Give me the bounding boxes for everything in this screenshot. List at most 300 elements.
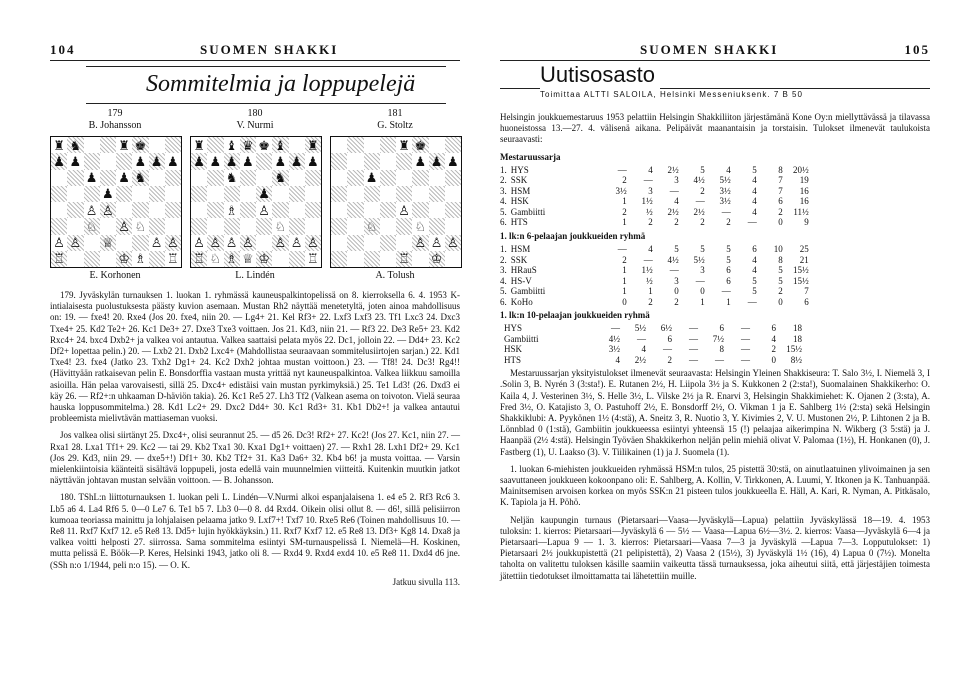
board-square [289,202,305,218]
table-cell: 5½ [634,323,646,334]
board-square [347,137,363,153]
news-paragraph: Neljän kaupungin turnaus (Pietarsaari—Vaasa—Jyväskylä—Lapua) pelattiin Jyväskylässä 18—19. 4. 1953 tuloksin: 1. kierros: Pietarsaari—Jyväskylä 6 — 5½ — Vaasa—Lapua 6½—3½. 2. kierros: Vaasa—Jyväskylä 6—4 ja Pietarsaari—Lapua 9 — 1. 3. kierros: Pietarsaari—Vaasa 7—3 ja Jyväskylä —Lapua 7—3. Lopputulokset: 1) Pietarsaari 2½ joukkupistettä (21 pelipistettä), 2) Vaasa 2 (15½), 3) Jyväskylä 1½ (16), 4) Lapua 0 (7½). Monelta taholta on valitettu tuloksen käsille saamiin vaikeutta tässä turnauksessa, joka aiheutui siitä, että järjestäjien toimesta jätettiin tiedotukset ilmoittamatta tai lähetettiin muille. [500,514,930,581]
problem-180-solver: L. Lindén [235,270,275,281]
table-cell: — [741,323,750,334]
board-square [289,218,305,234]
board-square [84,235,100,251]
table-cell: — [637,333,646,344]
table-cell: — [689,354,698,365]
chess-piece-icon: ♙ [240,235,256,251]
chess-piece-icon: ♟ [69,153,82,169]
chess-piece-icon: ♙ [165,235,181,251]
board-square [165,170,181,186]
table-cell: 4 [752,265,757,276]
table-cell: HRauS [510,265,537,276]
chess-piece-icon: ♙ [85,202,98,218]
table-cell: 5 [726,244,731,255]
table-cell: 2 [622,175,627,186]
board-square [380,251,396,267]
table-cell: HYS [504,323,523,334]
news-header [540,62,803,99]
chess-piece-icon: ♖ [307,251,319,267]
table-cell: 6 [771,323,776,334]
chess-board-180 [190,136,322,268]
chess-piece-icon: ♟ [429,153,445,169]
board-square [347,251,363,267]
section-banner [86,66,446,104]
right-page-number: 105 [904,42,930,57]
board-square [116,235,132,251]
chess-piece-icon: ♟ [242,153,254,169]
table-cell: 4 [752,196,757,207]
table-cell: 21 [799,254,809,265]
table-cell: 7 [778,185,783,196]
table-cell: 4 [771,333,776,344]
table-cell: 2 [726,217,731,228]
board-square [429,137,445,153]
board-square [445,251,461,267]
board-square [331,251,347,267]
table-cell: 6 [752,244,757,255]
board-square [116,202,132,218]
table-cell: 11½ [793,206,809,217]
board-square [396,218,412,234]
table-cell: 2½ [667,206,679,217]
table-heading: Mestaruussarja [500,151,561,162]
table-cell: HS-V [510,275,532,286]
board-square [165,202,181,218]
board-square [51,186,67,202]
table-cell: 2 [700,185,705,196]
table-cell: 2 [667,354,672,365]
table-row [500,217,813,228]
news-title: Uutisosasto [540,62,655,87]
board-square [191,186,207,202]
table-cell: 5½ [719,175,731,186]
section-title: Sommitelmia ja loppupelejä [146,71,416,97]
board-square [305,170,321,186]
table-cell: 2 [674,296,679,307]
table-cell: 6 [719,323,724,334]
board-square [256,153,272,169]
table-cell: 4. [500,196,507,207]
table-cell: — [663,344,672,355]
board-square [445,202,461,218]
table-cell: 6 [804,296,809,307]
table-cell: 6. [500,296,507,307]
board-square [207,202,223,218]
table-row [500,334,806,345]
table-cell: 1 [622,265,627,276]
chess-piece-icon: ♗ [224,251,240,267]
table-cell: 6 [726,275,731,286]
table-row [500,186,813,197]
table-cell: 5 [752,275,757,286]
board-square [67,202,83,218]
chess-piece-icon: ♙ [150,235,163,251]
table-cell: 2 [648,296,653,307]
right-header-rule [500,60,930,61]
chess-piece-icon: ♟ [307,153,319,169]
table-cell: 2½ [693,206,705,217]
chess-piece-icon: ♟ [102,186,114,202]
table-cell: 2½ [667,164,679,175]
table-cell: Gambiitti [510,286,546,297]
board-square [412,170,428,186]
board-square [347,202,363,218]
table-cell: 6. [500,217,507,228]
board-square [289,251,305,267]
editor-line: Toimittaa ALTTI SALOILA, Helsinki Messeniuksenk. 7 B 50 [540,90,803,99]
chess-piece-icon: ♟ [447,153,459,169]
table-cell: 0 [771,354,776,365]
board-square [84,153,100,169]
table-heading: 1. lk:n 10-pelaajan joukkueiden ryhmä [500,310,650,321]
chess-piece-icon: ♟ [118,170,130,186]
table-cell: 1½ [641,196,653,207]
board-square [289,186,305,202]
table-cell: SSK [510,254,528,265]
table-cell: 5 [778,275,783,286]
chess-piece-icon: ♜ [305,137,321,153]
board-square [364,251,380,267]
table-cell: 2 [622,254,627,265]
board-square [84,251,100,267]
table-cell: 4 [641,344,646,355]
chess-piece-icon: ♙ [272,235,288,251]
table-cell: 4 [752,206,757,217]
board-square [347,186,363,202]
board-square [331,153,347,169]
table-cell: — [643,254,653,265]
table-cell: 18 [793,323,802,334]
table-cell: 1 [648,286,653,297]
board-square [396,235,412,251]
board-square [240,186,256,202]
board-square [364,202,380,218]
table-cell: 6 [778,196,783,207]
article-paragraph: Jos valkea olisi siirtänyt 25. Dxc4+, olisi seurannut 25. — d5 26. Dc3! Rf2+ 27. Kc2! (Jos 27. Kc1, niin 27. — Rxa1 28. Lxa1 Tf1+ 29. Kc2 — tai 29. Kb2 Txa1 30. Kxa1 Dg1+ voittaen) 27. — Rxh1 28. Lxh1 Df2+ 29. Kc1 (Jos 29. Kd3, niin 29. — dxe5+!) Df1+ 30. Kb2 Tf2+ 31. Ka3 Da6+ 32. Kb4 b6! ja musta voittaa. — Varsin mielenkiintoisia käänteitä sisältävä loppupeli, josta edellä vain muunnelmien viitteitä. Kuitenkin muutkin jatkot näyttävän johtavan mustan selvään voittoon. — B. Johansson. [50,430,460,486]
chess-piece-icon: ♔ [116,251,132,267]
table-cell: 2 [778,286,783,297]
right-article-text [500,112,930,588]
table-cell: SSK [510,175,528,186]
chess-piece-icon: ♟ [149,153,165,169]
chess-piece-icon: ♟ [256,186,272,202]
table-cell: 3. [500,265,507,276]
table-cell: 3½ [719,185,731,196]
chess-piece-icon: ♘ [274,218,287,234]
table-cell: Gambiitti [510,206,546,217]
board-square [429,218,445,234]
chess-piece-icon: ♛ [240,137,256,153]
board-square [149,170,165,186]
left-article-text [50,290,460,594]
table-cell: 10 [773,244,783,255]
table-cell: 2 [771,344,776,355]
table-cell: 4 [726,164,731,175]
board-square [445,218,461,234]
table-cell: 5 [778,265,783,276]
table-cell: 5 [752,286,757,297]
table-cell: 4½ [693,175,705,186]
board-square [165,186,181,202]
table-cell: 1 [622,196,627,207]
table-cell: 0 [778,296,783,307]
table-cell: 5 [726,254,731,265]
board-square [51,218,67,234]
table-cell: — [617,244,627,255]
chess-piece-icon: ♟ [289,153,305,169]
chess-piece-icon: ♜ [118,137,130,153]
table-cell: HTS [504,354,522,365]
chess-piece-icon: ♝ [272,137,288,153]
right-running-title: SUOMEN SHAKKI [640,42,779,57]
table-row [500,323,806,334]
table-cell: 5. [500,206,507,217]
board-square [240,202,256,218]
table-row [500,207,813,218]
table-cell: 2 [648,217,653,228]
chess-board-179 [50,136,182,268]
table-cell: HSK [510,196,529,207]
chess-piece-icon: ♞ [225,170,238,186]
results-table [500,244,813,307]
board-square [305,186,321,202]
board-square [380,170,396,186]
board-square [100,218,116,234]
table-cell: 5 [752,164,757,175]
table-cell: HTS [510,217,528,228]
board-square [51,170,67,186]
table-row [500,297,813,308]
table-cell: 4 [752,254,757,265]
chess-piece-icon: ♙ [225,235,238,251]
table-cell: 2 [674,217,679,228]
chess-piece-icon: ♕ [242,251,254,267]
board-square [116,186,132,202]
table-cell: 1 [700,296,705,307]
chess-piece-icon: ♙ [116,218,132,234]
table-cell: 2. [500,175,507,186]
article-paragraph: 180. TShL:n liittoturnauksen 1. luokan peli L. Lindén—V.Nurmi alkoi espanjalaisena 1. e4 e5 2. Rf3 Rc6 3. Lb5 a6 4. La4 Rf6 5. 0—0 Le7 6. Te1 b5 7. Lb3 0—0 8. d4 Rxd4. Oikein olisi ollut 8. — d6!, sillä pelisiirron kumoaa teoriassa mainittu ja lohjalaisen pelaama jatko 9. Lxf7+! Txf7 10. Rxe5 Re6 (Toinen mahdollisuus 10. — Re8 11. Rxf7 Kxf7 12. e5 Re8 13. Dd5+ lujin hyökkäyksin.) 11. Rxf7 Kxf7 12. e5 Re8 13. Df3+ Kg8 14. Dxa8 ja valkea voitti helposti 27. siirrossa. Sama sommitelma esiintyi SM-turnauspelissä I. Niemelä—H. Koskinen, mutta pelissä E. Böök—P. Keres, Helsinki 1943, jatko oli 8. — Rxd4 9. Rxd4 exd4 10. e5 Re8 11. Dxd4 d6 jne. (SSh n:o 1/1944, peli n:o 15). — O. K. [50,492,460,570]
table-heading: 1. lk:n 6-pelaajan joukkueiden ryhmä [500,230,646,241]
board-square [100,170,116,186]
table-cell: — [747,217,757,228]
board-square [380,186,396,202]
board-square [380,218,396,234]
chess-piece-icon: ♙ [445,235,461,251]
table-cell: — [689,333,698,344]
results-table [500,323,806,365]
left-header-rule [50,60,460,61]
results-tables [500,152,930,366]
table-cell: 5 [700,244,705,255]
board-square [412,202,428,218]
table-cell: 4 [648,164,653,175]
board-square [149,251,165,267]
problem-181-solver: A. Tolush [375,270,415,281]
board-square [149,218,165,234]
news-rule-left [500,88,540,89]
table-cell: 1 [622,275,627,286]
board-square [331,218,347,234]
chess-piece-icon: ♟ [365,170,378,186]
board-square [191,218,207,234]
board-square [67,251,83,267]
chess-piece-icon: ♟ [134,153,147,169]
board-square [132,202,148,218]
table-cell: 6 [667,333,672,344]
board-square [51,202,67,218]
chess-piece-icon: ♜ [193,137,205,153]
board-square [412,251,428,267]
table-cell: 19 [799,175,809,186]
chess-piece-icon: ♙ [305,235,321,251]
table-cell: 2 [700,217,705,228]
board-square [116,153,132,169]
chess-piece-icon: ♚ [132,137,148,153]
board-square [305,202,321,218]
board-square [380,137,396,153]
table-cell: 8½ [790,354,802,365]
table-cell: 8 [719,344,724,355]
table-cell: 3 [674,175,679,186]
chess-piece-icon: ♖ [191,251,207,267]
table-cell: HSK [504,344,523,355]
left-running-title: SUOMEN SHAKKI [200,42,339,57]
chess-piece-icon: ♞ [67,137,83,153]
table-cell: 18 [793,333,802,344]
board-square [364,186,380,202]
board-square [207,218,223,234]
chess-piece-icon: ♘ [209,251,222,267]
chess-piece-icon: ♖ [51,251,67,267]
board-square [256,235,272,251]
table-cell: — [689,323,698,334]
table-cell: 4 [752,175,757,186]
board-square [364,153,380,169]
board-square [396,186,412,202]
table-cell: 15½ [793,265,809,276]
chess-piece-icon: ♙ [207,235,223,251]
table-cell: 1 [726,296,731,307]
table-cell: 1. [500,164,507,175]
board-square [396,170,412,186]
table-cell: 8 [778,164,783,175]
board-square [132,235,148,251]
board-square [305,218,321,234]
chess-piece-icon: ♖ [396,251,412,267]
board-square [347,153,363,169]
board-square [289,137,305,153]
table-cell: — [721,206,731,217]
chess-piece-icon: ♟ [167,153,179,169]
chess-piece-icon: ♙ [53,235,65,251]
board-square [331,170,347,186]
results-table [500,165,813,228]
chess-piece-icon: ♙ [398,202,410,218]
board-square [240,170,256,186]
table-cell: — [741,354,750,365]
table-cell: 4 [674,196,679,207]
intro-paragraph: Helsingin joukkuemestaruus 1953 pelattiin Helsingin Shakkiliiton järjestämänä Kone Oy:n miellyttävässä ja tilavassa huoneistossa 13.—27. 4. välisenä aikana. Pelipäivät maanantaisin ja torstaisin. Tulokset ilmenevät taulukoista seuraavasti: [500,112,930,145]
board-square [429,170,445,186]
chess-piece-icon: ♙ [100,202,116,218]
table-cell: — [741,344,750,355]
board-square [100,251,116,267]
table-cell: 5. [500,286,507,297]
chess-piece-icon: ♜ [53,137,65,153]
chess-piece-icon: ♙ [412,235,428,251]
table-cell: 2 [622,206,627,217]
problem-180-header: 180 V. Nurmi [236,108,274,131]
table-cell: ½ [646,206,653,217]
table-cell: — [669,185,679,196]
chess-piece-icon: ♘ [414,218,427,234]
table-cell: 7 [778,175,783,186]
chess-piece-icon: ♗ [134,251,147,267]
board-square [272,251,288,267]
table-cell: — [689,344,698,355]
table-cell: 0 [778,217,783,228]
news-paragraph: 1. luokan 6-miehisten joukkueiden ryhmässä HSM:n tulos, 25 pistettä 30:stä, on ainutlaatuinen ylivoimainen ja sen saavuttaneen joukkueen kokoonpano oli: E. Sahlberg, A. Kollin, V. Tirkkonen, A. Luumi, Y. Itkonen ja K. Tanhuanpää. Mainitsemisen arvoisen korkea on myös SSK:n 21 pisteen tulos joukkueella E. Häll, A. Kari, R. Nyman, A. Pitkäsalo, K. Tapiola ja H. Pöhö. [500,463,930,508]
problem-179-solver: E. Korhonen [89,270,141,281]
table-row [500,286,813,297]
table-cell: — [669,265,679,276]
table-cell: 4 [752,185,757,196]
table-cell: 8 [778,254,783,265]
table-cell: HSM [510,244,531,255]
chess-piece-icon: ♙ [290,235,303,251]
table-cell: 5 [674,244,679,255]
table-cell: — [715,354,724,365]
chess-piece-icon: ♙ [430,235,443,251]
table-cell: 4 [648,244,653,255]
table-cell: 3 [674,275,679,286]
board-square [132,186,148,202]
table-cell: 6 [726,265,731,276]
problem-diagrams [50,108,460,281]
board-square [412,186,428,202]
table-cell: 15½ [786,344,802,355]
chess-piece-icon: ♞ [272,170,288,186]
chess-piece-icon: ♕ [100,235,116,251]
chess-piece-icon: ♟ [224,153,240,169]
table-cell: Gambiitti [504,333,539,344]
table-cell: — [643,175,653,186]
board-square [364,137,380,153]
table-row [500,244,813,255]
board-square [445,137,461,153]
table-cell: 16 [799,185,809,196]
board-square [67,186,83,202]
table-cell: ½ [646,275,653,286]
table-cell: — [617,164,627,175]
table-cell: — [611,323,620,334]
board-square [165,218,181,234]
article-paragraph: 179. Jyväskylän turnauksen 1. luokan 1. ryhmässä kauneuspalkintopelissä on 8. kierroksella 6. 4. 1953 K-intialaisesta puolustuksesta päästy kuvion asemaan. Mustan Rh2 näyttää menetetyltä, joten ainoa mahdollisuus on: 19. — fxe4! 20. Rxe4 (Jos 20. fxe4, niin 20. — Lg4+ 21. Kel Rf3+ 22. Lxf3 Lxf3 23. Tf1 Lxc3 24. Dxc3 Txe4+ 25. Kd2 Te2+ 26. Kc1 De3+ 27. Dxe3 Txe3 voittaen. Jos 21. Kd3, niin 21. — Rf3 22. De3 Re5+ 23. Kd2 Rxc4+ 24. bxc4 Dxb2+ ja valkea voi antautua. Valkea saattaisi pelata myös 22. Dc1, jolloin 22. — Dd4+ 23. Kc2 Df2+ lopettaa pelin.) 20. — Lxb2 21. Dxb2 Lxc4+ (Mahdollistaa seuraavaan sommitelusiirtojen sarjan.) 22. Kd1 Txe4! 23. fxe4 (Jatko 23. Txh2 Dg1+ 24. Kc2 Dxh2 johtaa mustan voittoon.) 23. — Tf8! 24. Dc3! Rg4!! (Hävittyään ratkaisevan pelin E. Bonsdorffia vastaan musta yrittää nyt kauneuspalkintoa. Valkea liikkuu samoilla asioilla. Hän pelaa varovaisesti, sillä 25. Dxc4+ edistäisi vain mustan pyrkimyksiä.) 25. Te1 Ld3! (26. Dxd3 ei käy 26. — Rf2+:n uhkaaman D-häviön takia). 26. Kc1 Re5 27. Lh3 Tf2 (Valkean asema on toivoton. Vielä seuraa hauska loppusommitelma.) 28. Kd1 Lc2+ 29. Dxc2 Dd4+ 30. Kc1 Rd3+ 31. Kb1 Db2+! ja valkea antautui probleemista mielivtävän mattiaseman vuoksi. [50,290,460,424]
table-cell: 3½ [615,185,627,196]
board-square [347,218,363,234]
board-square [67,170,83,186]
problem-179-header: 179 B. Johansson [88,108,142,131]
board-square [347,170,363,186]
table-cell: 1 [622,286,627,297]
table-cell: — [741,333,750,344]
board-square [149,186,165,202]
continued-note: Jatkuu sivulla 113. [392,576,460,587]
